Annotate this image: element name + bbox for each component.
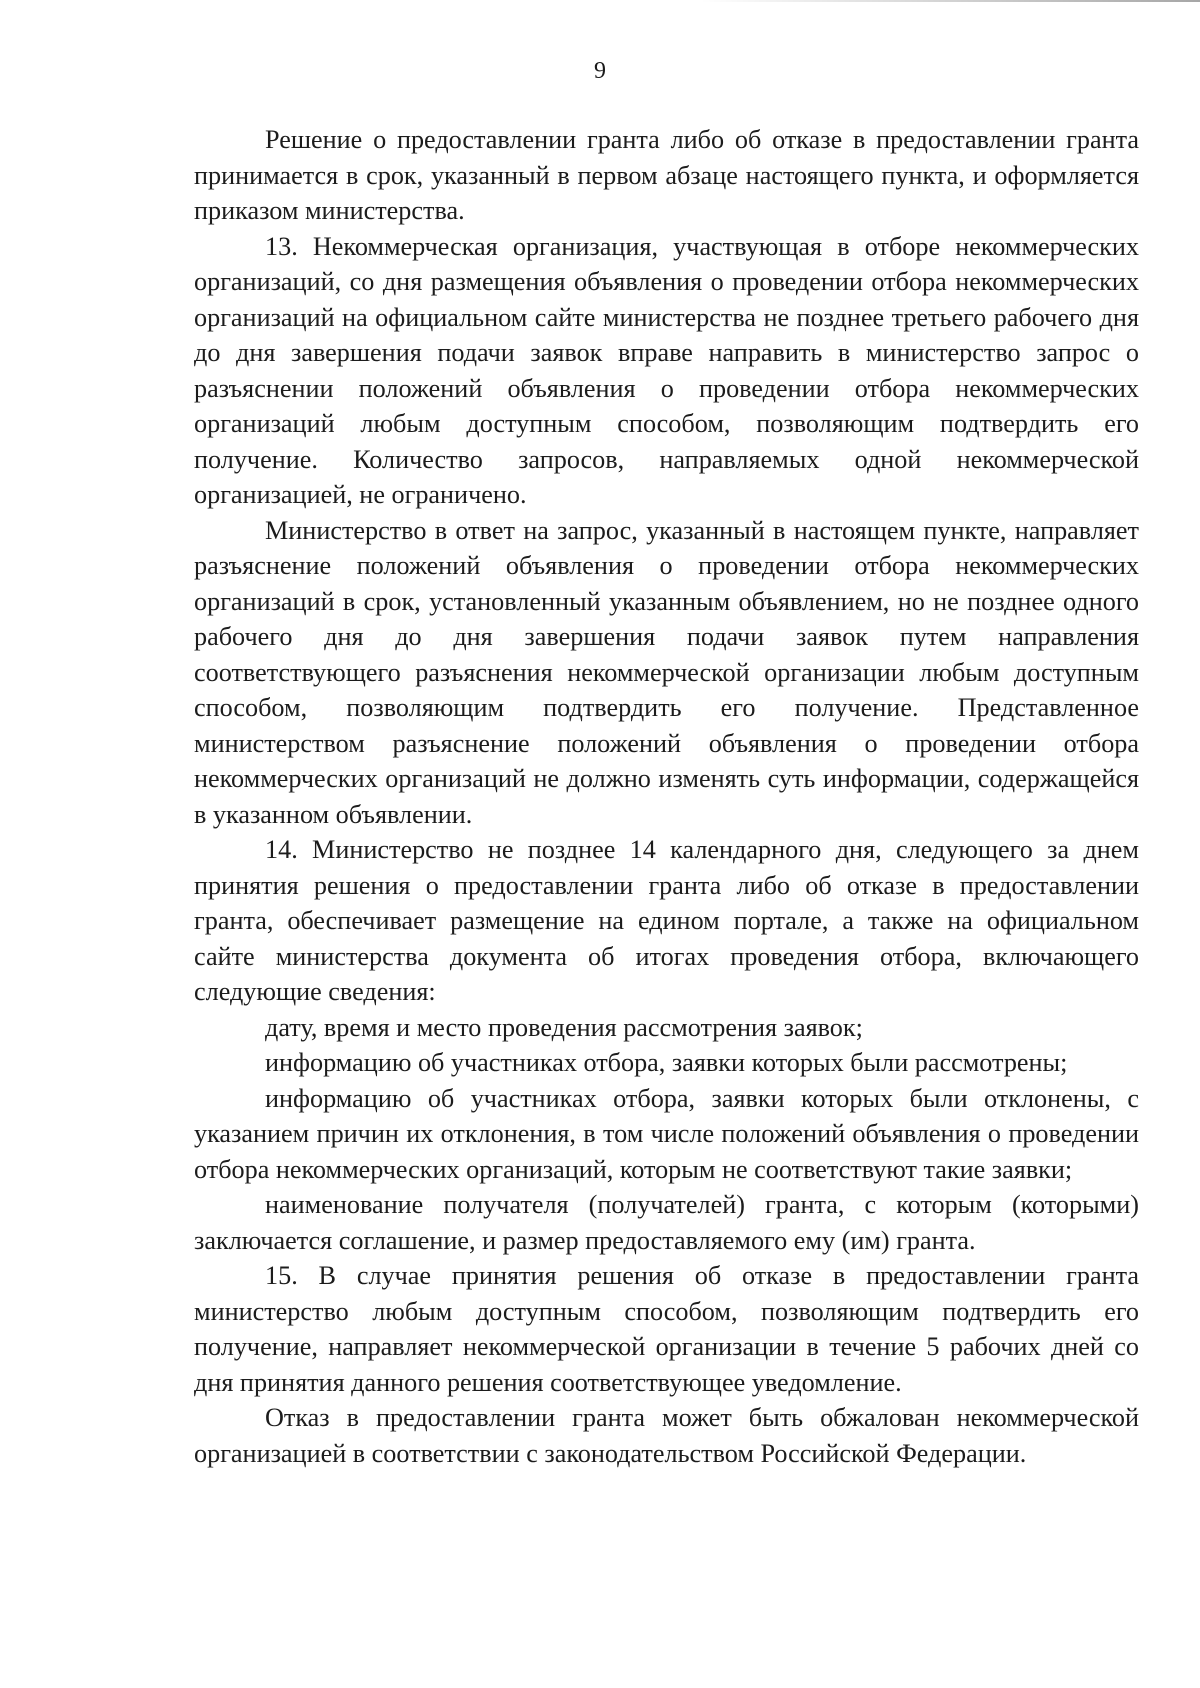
paragraph-item-15: 15. В случае принятия решения об отказе в предоставлении гранта министерство любым доступным способом, позволяющим подтвердить его получение, направляет некоммерческой организации в течение 5 рабочих дней со дня принятия данного решения соответствующее уведомление.	[194, 1261, 1139, 1397]
list-item-date-time-place: дату, время и место проведения рассмотрения заявок;	[265, 1012, 863, 1042]
document-body	[194, 122, 1139, 1471]
paragraph-decision-formalization: Решение о предоставлении гранта либо об отказе в предоставлении гранта принимается в срок, указанный в первом абзаце настоящего пункта, и оформляется приказом министерства.	[194, 125, 1139, 225]
list-item-reviewed-participants: информацию об участниках отбора, заявки которых были рассмотрены;	[265, 1048, 1068, 1077]
paragraph-appeal: Отказ в предоставлении гранта может быть обжалован некоммерческой организацией в соответствии с законодательством Российской Федерации.	[194, 1403, 1139, 1468]
paragraph-item-14: 14. Министерство не позднее 14 календарного дня, следующего за днем принятия решения о предоставлении гранта либо об отказе в предоставлении гранта, обеспечивает размещение на едином портале, а также на официальном сайте министерства документа об итогах проведения отбора, включающего следующие сведения:	[194, 835, 1139, 1006]
list-item-grant-recipients: наименование получателя (получателей) гранта, с которым (которыми) заключается соглашение, и размер предоставляемого ему (им) гранта.	[194, 1190, 1139, 1255]
paragraph-ministry-response: Министерство в ответ на запрос, указанный в настоящем пункте, направляет разъяснение положений объявления о проведении отбора некоммерческих организаций в срок, установленный указанным объявлением, но не позднее одного рабочего дня до дня завершения подачи заявок путем направления соответствующего разъяснения некоммерческой организации любым доступным способом, позволяющим подтвердить его получение. Представленное министерством разъяснение положений объявления о проведении отбора некоммерческих организаций не должно изменять суть информации, содержащейся в указанном объявлении.	[194, 515, 1139, 829]
list-item-rejected-participants: информацию об участниках отбора, заявки которых были отклонены, с указанием причин их отклонения, в том числе положений объявления о проведении отбора некоммерческих организаций, которым не соответствуют такие заявки;	[194, 1083, 1139, 1184]
paragraph-item-13: 13. Некоммерческая организация, участвующая в отборе некоммерческих организаций, со дня размещения объявления о проведении отбора некоммерческих организаций на официальном сайте министерства не позднее третьего рабочего дня до дня завершения подачи заявок вправе направить в министерство запрос о разъяснении положений объявления о проведении отбора некоммерческих организаций любым доступным способом, позволяющим подтвердить его получение. Количество запросов, направляемых одной некоммерческой организацией, не ограничено.	[194, 231, 1139, 509]
scan-edge-shadow	[700, 0, 1200, 2]
page-number: 9	[594, 58, 606, 84]
